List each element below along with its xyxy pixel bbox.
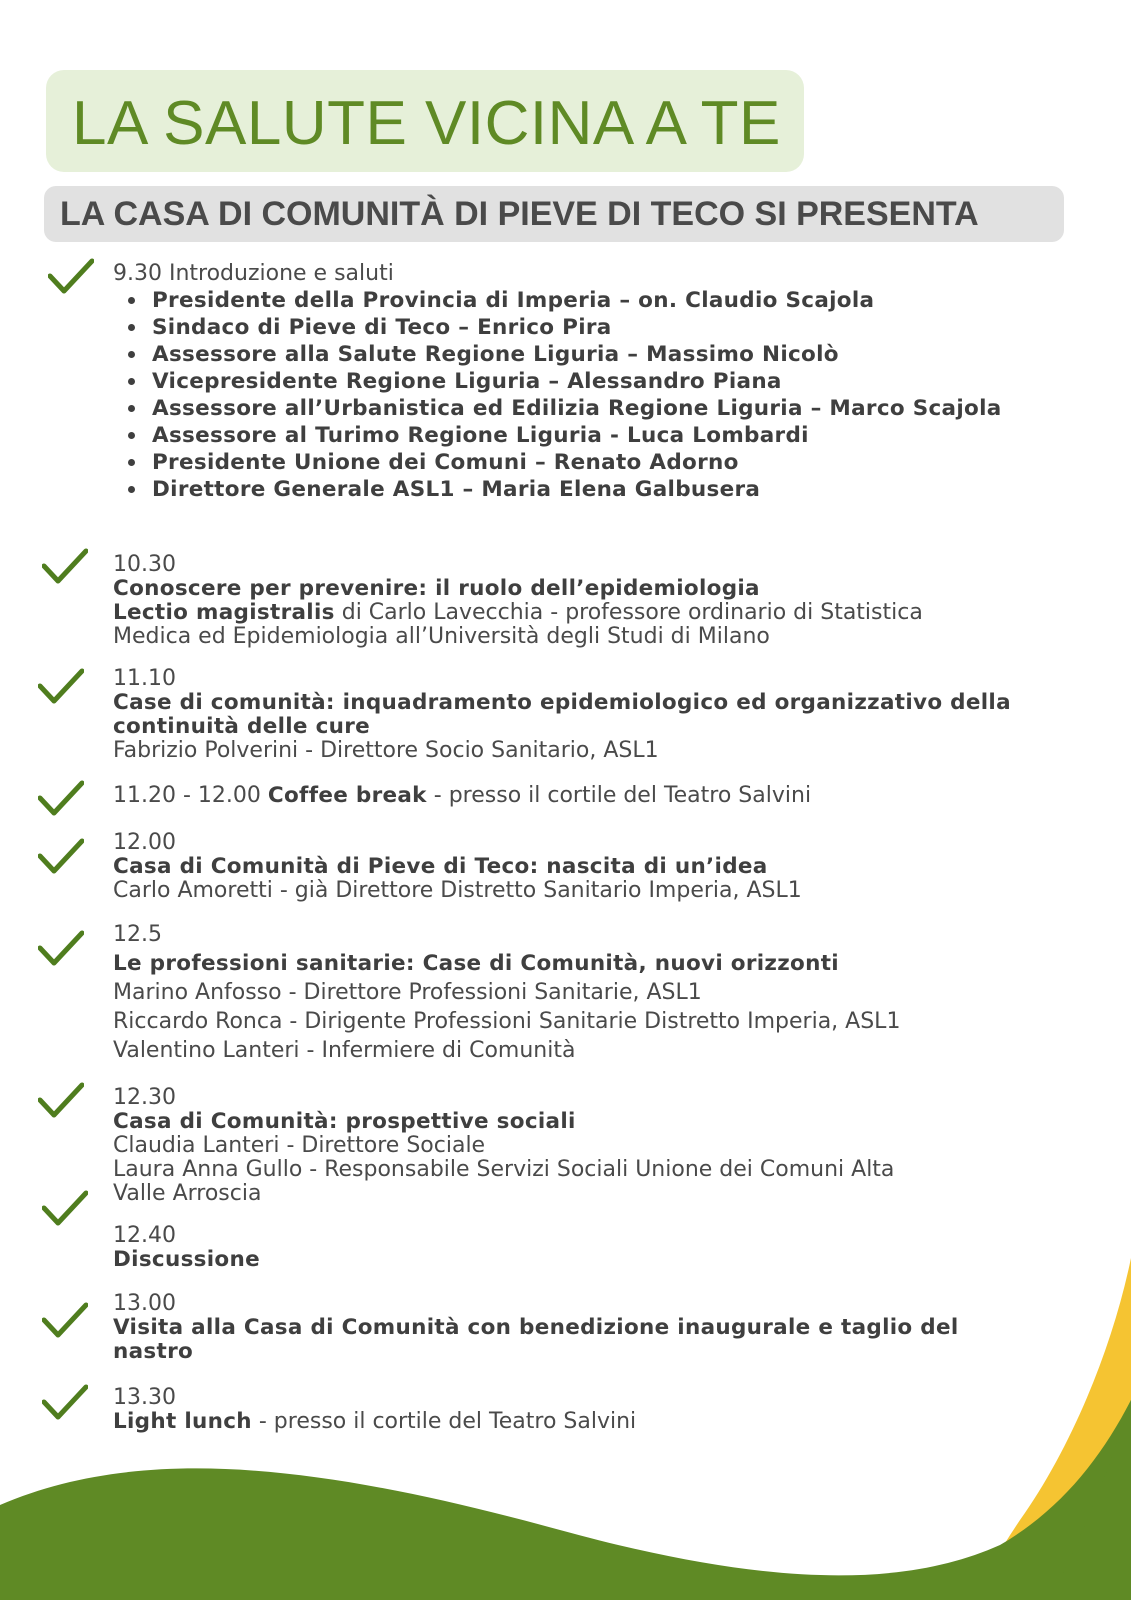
session-speaker: Marino Anfosso - Direttore Professioni Sanitarie, ASL1	[113, 980, 702, 1005]
session-title-continued: nastro	[113, 1339, 194, 1364]
session-title: Visita alla Casa di Comunità con benedizione inaugurale e taglio del	[113, 1315, 959, 1340]
list-item: Sindaco di Pieve di Teco – Enrico Pira	[125, 314, 1002, 341]
list-item: Vicepresidente Regione Liguria – Alessandro Piana	[125, 368, 1002, 395]
session-time: 12.30	[113, 1085, 176, 1110]
session-speaker-continued: Valle Arroscia	[113, 1181, 262, 1206]
page-title: LA SALUTE VICINA A TE	[72, 89, 781, 158]
session-title: Conoscere per prevenire: il ruolo dell’epidemiologia	[113, 576, 760, 601]
session-title: Discussione	[113, 1247, 260, 1272]
session-speaker: Riccardo Ronca - Dirigente Professioni Sanitarie Distretto Imperia, ASL1	[113, 1009, 901, 1034]
session-title: Case di comunità: inquadramento epidemiologico ed organizzativo della	[113, 690, 1011, 715]
list-item: Assessore alla Salute Regione Liguria – Massimo Nicolò	[125, 341, 1002, 368]
session-title: Coffee break	[267, 783, 427, 808]
session-speaker: Claudia Lanteri - Direttore Sociale	[113, 1133, 486, 1158]
lecture-label: Lectio magistralis	[113, 600, 335, 625]
session-speaker: Valentino Lanteri - Infermiere di Comunità	[113, 1038, 576, 1063]
session-time: 13.30	[113, 1385, 176, 1410]
lecture-speaker-continued: Medica ed Epidemiologia all’Università degli Studi di Milano	[113, 624, 770, 649]
session-title-continued: continuità delle cure	[113, 714, 371, 739]
session-time: 10.30	[113, 552, 176, 577]
list-item: Direttore Generale ASL1 – Maria Elena Galbusera	[125, 476, 1002, 503]
session-time: 12.40	[113, 1223, 176, 1248]
session-time: 11.10	[113, 666, 176, 691]
intro-time-title: 9.30 Introduzione e saluti	[113, 261, 394, 286]
session-title: Casa di Comunità: prospettive sociali	[113, 1109, 576, 1134]
session-speaker: Carlo Amoretti - già Direttore Distretto Sanitario Imperia, ASL1	[113, 878, 802, 903]
session-speaker: Fabrizio Polverini - Direttore Socio Sanitario, ASL1	[113, 738, 659, 763]
session-title: Light lunch	[113, 1409, 252, 1434]
session-location: - presso il cortile del Teatro Salvini	[251, 1409, 637, 1434]
session-time: 11.20 - 12.00	[113, 783, 268, 808]
list-item: Presidente della Provincia di Imperia – on. Claudio Scajola	[125, 287, 1002, 314]
session-title: Le professioni sanitarie: Case di Comunità, nuovi orizzonti	[113, 951, 839, 976]
session-time: 12.00	[113, 830, 176, 855]
session-location: - presso il cortile del Teatro Salvini	[426, 783, 812, 808]
session-time: 13.00	[113, 1291, 176, 1316]
list-item: Presidente Unione dei Comuni – Renato Adorno	[125, 449, 1002, 476]
page-subtitle: LA CASA DI COMUNITÀ DI PIEVE DI TECO SI PRESENTA	[60, 195, 979, 233]
lecture-speaker: di Carlo Lavecchia - professore ordinario di Statistica	[334, 600, 923, 625]
session-time: 12.5	[113, 922, 162, 947]
list-item: Assessore al Turimo Regione Liguria - Luca Lombardi	[125, 422, 1002, 449]
session-speaker: Laura Anna Gullo - Responsabile Servizi Sociali Unione dei Comuni Alta	[113, 1157, 895, 1182]
session-title: Casa di Comunità di Pieve di Teco: nascita di un’idea	[113, 854, 768, 879]
list-item: Assessore all’Urbanistica ed Edilizia Regione Liguria – Marco Scajola	[125, 395, 1002, 422]
